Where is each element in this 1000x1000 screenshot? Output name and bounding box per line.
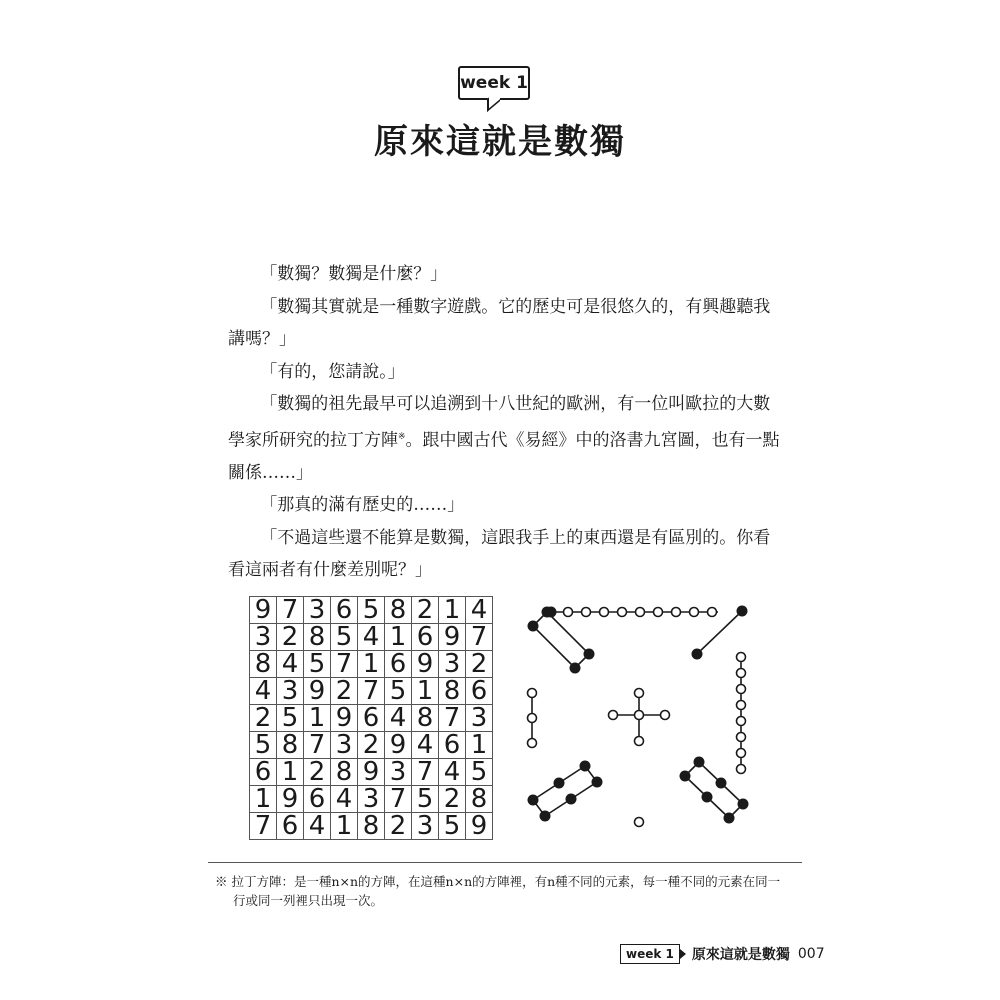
dot-white bbox=[737, 685, 746, 694]
paragraph: 「那真的滿有歷史的……」 bbox=[260, 495, 465, 516]
luoshu-dots bbox=[528, 606, 749, 827]
grid-cell: 6 bbox=[439, 732, 466, 759]
dot-white bbox=[564, 608, 573, 617]
grid-cell: 3 bbox=[385, 759, 412, 786]
grid-cell: 8 bbox=[250, 651, 277, 678]
grid-cell: 5 bbox=[250, 732, 277, 759]
dot-white bbox=[654, 608, 663, 617]
grid-cell: 5 bbox=[466, 759, 493, 786]
week-badge-label: week 1 bbox=[460, 73, 528, 93]
chapter-title: 原來這就是數獨 bbox=[374, 122, 626, 162]
grid-cell: 3 bbox=[250, 624, 277, 651]
footnote-line: ※ 拉丁方陣：是一種n×n的方陣，在這種n×n的方陣裡，有n種不同的元素，每一種不同的元素在同一 bbox=[215, 874, 781, 889]
grid-cell: 9 bbox=[250, 597, 277, 624]
dot-white bbox=[618, 608, 627, 617]
grid-cell: 9 bbox=[412, 651, 439, 678]
grid-cell: 2 bbox=[412, 597, 439, 624]
grid-cell: 2 bbox=[331, 678, 358, 705]
footnote-divider bbox=[208, 862, 802, 863]
dot-black bbox=[584, 649, 595, 660]
grid-cell: 3 bbox=[331, 732, 358, 759]
dot-white bbox=[661, 711, 670, 720]
grid-cell: 3 bbox=[412, 813, 439, 840]
dot-black bbox=[716, 778, 727, 789]
dot-white bbox=[635, 737, 644, 746]
grid-cell: 5 bbox=[304, 651, 331, 678]
dot-white bbox=[635, 818, 644, 827]
grid-cell: 9 bbox=[385, 732, 412, 759]
grid-cell: 6 bbox=[358, 705, 385, 732]
dot-white bbox=[737, 653, 746, 662]
paragraph: 「有的，您請說。」 bbox=[260, 361, 405, 382]
grid-cell: 8 bbox=[358, 813, 385, 840]
dot-white bbox=[528, 739, 537, 748]
grid-cell: 8 bbox=[466, 786, 493, 813]
running-footer bbox=[620, 943, 825, 965]
grid-cell: 8 bbox=[331, 759, 358, 786]
dot-black bbox=[540, 811, 551, 822]
grid-cell: 7 bbox=[250, 813, 277, 840]
grid-cell: 7 bbox=[304, 732, 331, 759]
footer-week-badge: week 1 bbox=[620, 944, 680, 964]
grid-cell: 4 bbox=[466, 597, 493, 624]
page-number: 007 bbox=[797, 946, 825, 962]
grid-cell: 5 bbox=[277, 705, 304, 732]
grid-cell: 1 bbox=[439, 597, 466, 624]
dot-white bbox=[609, 711, 618, 720]
dot-white bbox=[737, 669, 746, 678]
grid-cell: 9 bbox=[439, 624, 466, 651]
grid-row bbox=[250, 705, 493, 732]
grid-row bbox=[250, 732, 493, 759]
dot-white bbox=[737, 717, 746, 726]
line-4a bbox=[533, 626, 575, 668]
grid-row bbox=[250, 813, 493, 840]
dot-black bbox=[566, 794, 577, 805]
dot-white bbox=[600, 608, 609, 617]
dot-black bbox=[570, 663, 581, 674]
paragraph: 「不過這些還不能算是數獨，這跟我手上的東西還是有區別的。你看看這兩者有什麼差別呢？」 bbox=[228, 527, 771, 581]
grid-cell: 6 bbox=[385, 651, 412, 678]
body-text bbox=[228, 258, 784, 587]
grid-cell: 6 bbox=[331, 597, 358, 624]
dot-white bbox=[636, 608, 645, 617]
dot-black bbox=[738, 799, 749, 810]
paragraph-text: 「數獨的祖先最早可以追溯到十八世紀的歐洲，有一位叫歐拉的大數學家所研究的拉丁方陣 bbox=[228, 394, 771, 451]
grid-cell: 8 bbox=[277, 732, 304, 759]
grid-row bbox=[250, 678, 493, 705]
footnote-line: 行或同一列裡只出現一次。 bbox=[233, 893, 384, 908]
grid-cell: 6 bbox=[277, 813, 304, 840]
grid-cell: 6 bbox=[304, 786, 331, 813]
grid-cell: 1 bbox=[412, 678, 439, 705]
grid-cell: 9 bbox=[358, 759, 385, 786]
dot-white bbox=[737, 765, 746, 774]
grid-cell: 5 bbox=[385, 678, 412, 705]
line-2 bbox=[697, 611, 742, 654]
grid-cell: 4 bbox=[277, 651, 304, 678]
grid-cell: 1 bbox=[385, 624, 412, 651]
grid-cell: 1 bbox=[331, 813, 358, 840]
grid-cell: 6 bbox=[412, 624, 439, 651]
grid-cell: 5 bbox=[439, 813, 466, 840]
grid-cell: 6 bbox=[250, 759, 277, 786]
grid-cell: 1 bbox=[358, 651, 385, 678]
dot-black bbox=[592, 777, 603, 788]
grid-cell: 2 bbox=[358, 732, 385, 759]
dot-black bbox=[724, 813, 735, 824]
grid-cell: 5 bbox=[412, 786, 439, 813]
grid-cell: 3 bbox=[277, 678, 304, 705]
dot-black bbox=[694, 757, 705, 768]
dot-black bbox=[554, 778, 565, 789]
dot-white bbox=[737, 701, 746, 710]
grid-cell: 2 bbox=[385, 813, 412, 840]
grid-cell: 9 bbox=[304, 678, 331, 705]
grid-cell: 8 bbox=[439, 678, 466, 705]
grid-row bbox=[250, 651, 493, 678]
grid-row bbox=[250, 624, 493, 651]
grid-cell: 3 bbox=[304, 597, 331, 624]
paragraph: 「數獨其實就是一種數字遊戲。它的歷史可是很悠久的，有興趣聽我講嗎？」 bbox=[228, 296, 771, 349]
grid-cell: 4 bbox=[304, 813, 331, 840]
dot-white bbox=[690, 608, 699, 617]
grid-cell: 7 bbox=[439, 705, 466, 732]
grid-cell: 5 bbox=[331, 624, 358, 651]
grid-cell: 2 bbox=[304, 759, 331, 786]
paragraph bbox=[228, 388, 784, 489]
grid-cell: 2 bbox=[466, 651, 493, 678]
grid-cell: 4 bbox=[250, 678, 277, 705]
grid-cell: 9 bbox=[331, 705, 358, 732]
grid-cell: 8 bbox=[385, 597, 412, 624]
luoshu-diagram bbox=[515, 596, 755, 836]
paragraph-text: 。跟中國古代《易經》中的洛書九宮圖，也有一點關係……」 bbox=[228, 430, 780, 483]
dot-black bbox=[692, 649, 703, 660]
grid-cell: 6 bbox=[466, 678, 493, 705]
dot-black bbox=[528, 621, 539, 632]
grid-cell: 9 bbox=[277, 786, 304, 813]
grid-cell: 9 bbox=[466, 813, 493, 840]
dot-white bbox=[635, 689, 644, 698]
dot-white bbox=[708, 608, 717, 617]
dot-white bbox=[737, 749, 746, 758]
dot-white bbox=[528, 714, 537, 723]
dot-white bbox=[737, 733, 746, 742]
grid-cell: 1 bbox=[277, 759, 304, 786]
grid-cell: 3 bbox=[439, 651, 466, 678]
grid-cell: 7 bbox=[385, 786, 412, 813]
grid-cell: 1 bbox=[250, 786, 277, 813]
grid-cell: 7 bbox=[412, 759, 439, 786]
grid-cell: 8 bbox=[412, 705, 439, 732]
dot-black bbox=[528, 795, 539, 806]
footer-arrow-icon bbox=[680, 949, 686, 959]
grid-cell: 2 bbox=[439, 786, 466, 813]
dot-black bbox=[680, 771, 691, 782]
grid-cell: 4 bbox=[439, 759, 466, 786]
grid-row bbox=[250, 786, 493, 813]
grid-cell: 7 bbox=[331, 651, 358, 678]
dot-black bbox=[542, 607, 553, 618]
dot-black bbox=[702, 792, 713, 803]
grid-cell: 4 bbox=[331, 786, 358, 813]
dot-white bbox=[582, 608, 591, 617]
footer-chapter-title: 原來這就是數獨 bbox=[691, 947, 790, 963]
grid-cell: 3 bbox=[466, 705, 493, 732]
grid-row bbox=[250, 597, 493, 624]
grid-cell: 7 bbox=[466, 624, 493, 651]
grid-cell: 5 bbox=[358, 597, 385, 624]
grid-cell: 3 bbox=[358, 786, 385, 813]
grid-cell: 7 bbox=[358, 678, 385, 705]
line-4b bbox=[547, 612, 589, 654]
dot-white bbox=[528, 689, 537, 698]
grid-row bbox=[250, 759, 493, 786]
grid-cell: 4 bbox=[385, 705, 412, 732]
footnote-marker: ※ bbox=[398, 431, 406, 442]
grid-cell: 4 bbox=[358, 624, 385, 651]
footnote bbox=[215, 872, 795, 910]
grid-cell: 1 bbox=[466, 732, 493, 759]
dot-white bbox=[635, 711, 644, 720]
grid-cell: 2 bbox=[277, 624, 304, 651]
dot-black bbox=[580, 761, 591, 772]
grid-cell: 1 bbox=[304, 705, 331, 732]
dot-black bbox=[737, 606, 748, 617]
latin-square-grid bbox=[249, 596, 493, 840]
grid-cell: 8 bbox=[304, 624, 331, 651]
grid-cell: 7 bbox=[277, 597, 304, 624]
paragraph: 「數獨？數獨是什麼？」 bbox=[260, 264, 448, 284]
grid-cell: 4 bbox=[412, 732, 439, 759]
dot-white bbox=[672, 608, 681, 617]
grid-cell: 2 bbox=[250, 705, 277, 732]
